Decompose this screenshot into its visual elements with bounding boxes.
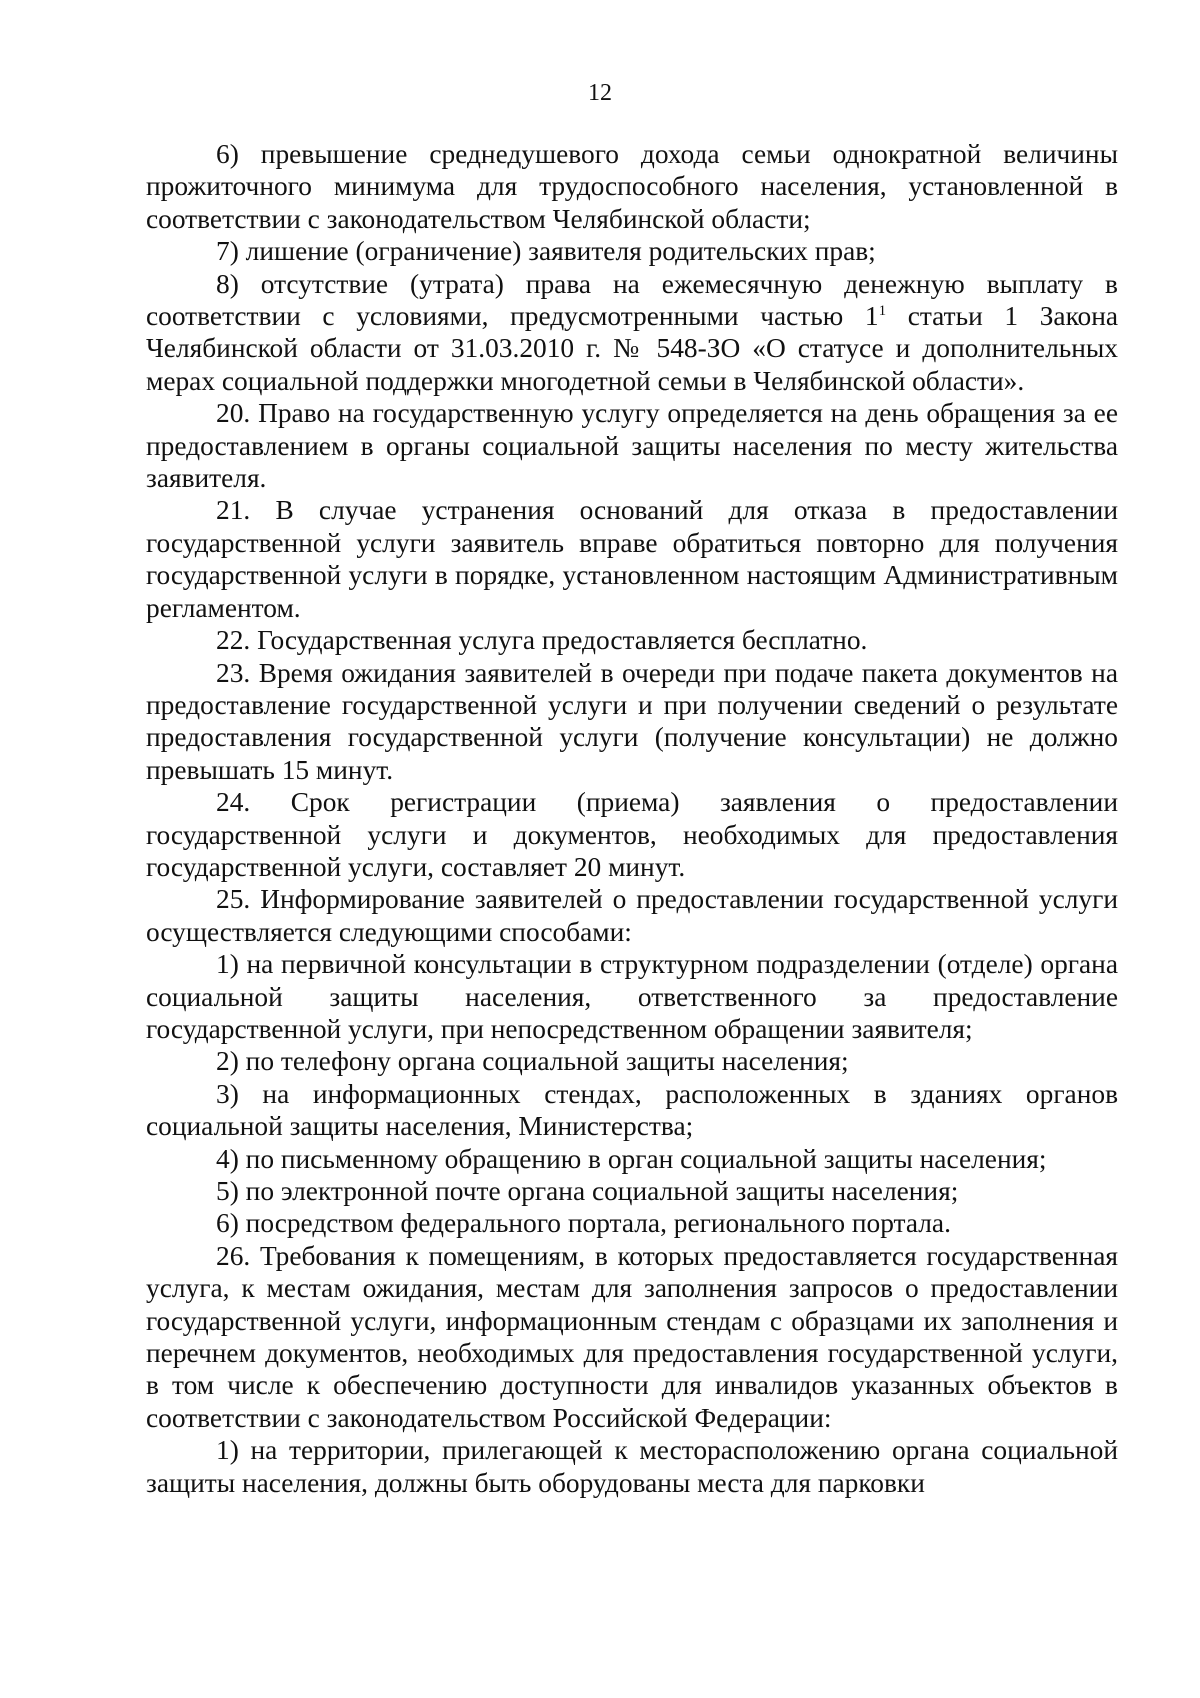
paragraph-24: 24. Срок регистрации (приема) заявления о предоставлении государственной услуги и документов, необходимых для предоставления государственной услуги, составляет 20 минут.: [146, 787, 1118, 882]
paragraph-25-item-1: 1) на первичной консультации в структурном подразделении (отделе) органа социальной защиты населения, ответственного за предоставление государственной услуги, при непосредственном обращении заявителя;: [146, 949, 1118, 1044]
paragraph-item-7: 7) лишение (ограничение) заявителя родительских прав;: [216, 236, 876, 267]
paragraph-item-8-text-cont: статьи 1 Закона Челябинской области от 31.03.2010 г. № 548-ЗО «О статусе и дополнительных мерах социальной поддержки многодетной семьи в Челябинской области».: [146, 301, 1119, 396]
paragraph-22: 22. Государственная услуга предоставляется бесплатно.: [216, 625, 868, 656]
paragraph-26-item-1: 1) на территории, прилегающей к месторасположению органа социальной защиты населения, должны быть оборудованы места для парковки: [146, 1435, 1118, 1498]
paragraph-item-8: [146, 268, 1118, 398]
paragraph-25: 25. Информирование заявителей о предоставлении государственной услуги осуществляется следующими способами:: [146, 884, 1118, 947]
paragraph-23: 23. Время ожидания заявителей в очереди при подаче пакета документов на предоставление государственной услуги и при получении сведений о результате предоставления государственной услуги (получение консультации) не должно превышать 15 минут.: [146, 657, 1118, 785]
document-body: [146, 138, 1118, 1499]
paragraph-25-item-5: 5) по электронной почте органа социальной защиты населения;: [216, 1176, 959, 1206]
superscript-mark: 1: [878, 302, 887, 319]
paragraph-25-item-3: 3) на информационных стендах, расположенных в зданиях органов социальной защиты населения, Министерства;: [146, 1078, 1118, 1142]
paragraph-25-item-6: 6) посредством федерального портала, регионального портала.: [216, 1208, 951, 1239]
page-number: 12: [588, 80, 612, 106]
paragraph-21: 21. В случае устранения оснований для отказа в предоставлении государственной услуги заявитель вправе обратиться повторно для получения государственной услуги в порядке, установленном настоящим Административным регламентом.: [146, 495, 1118, 623]
paragraph-25-item-4: 4) по письменному обращению в орган социальной защиты населения;: [216, 1143, 1047, 1174]
paragraph-25-item-2: 2) по телефону органа социальной защиты населения;: [216, 1046, 849, 1077]
paragraph-item-8-text: 8) отсутствие (утрата) права на ежемесячную денежную выплату в соответствии с условиями, предусмотренными частью 1: [146, 268, 1118, 332]
paragraph-26: 26. Требования к помещениям, в которых предоставляется государственная услуга, к местам ожидания, местам для заполнения запросов о предоставлении государственной услуги, информационным стендам с образцами их заполнения и перечнем документов, необходимых для предоставления государственной услуги, в том числе к обеспечению доступности для инвалидов указанных объектов в соответствии с законодательством Российской Федерации:: [146, 1240, 1118, 1433]
paragraph-20: 20. Право на государственную услугу определяется на день обращения за ее предоставлением в органы социальной защиты населения по месту жительства заявителя.: [146, 398, 1118, 494]
paragraph-item-6: 6) превышение среднедушевого дохода семьи однократной величины прожиточного минимума для трудоспособного населения, установленной в соответствии с законодательством Челябинской области;: [146, 139, 1118, 234]
